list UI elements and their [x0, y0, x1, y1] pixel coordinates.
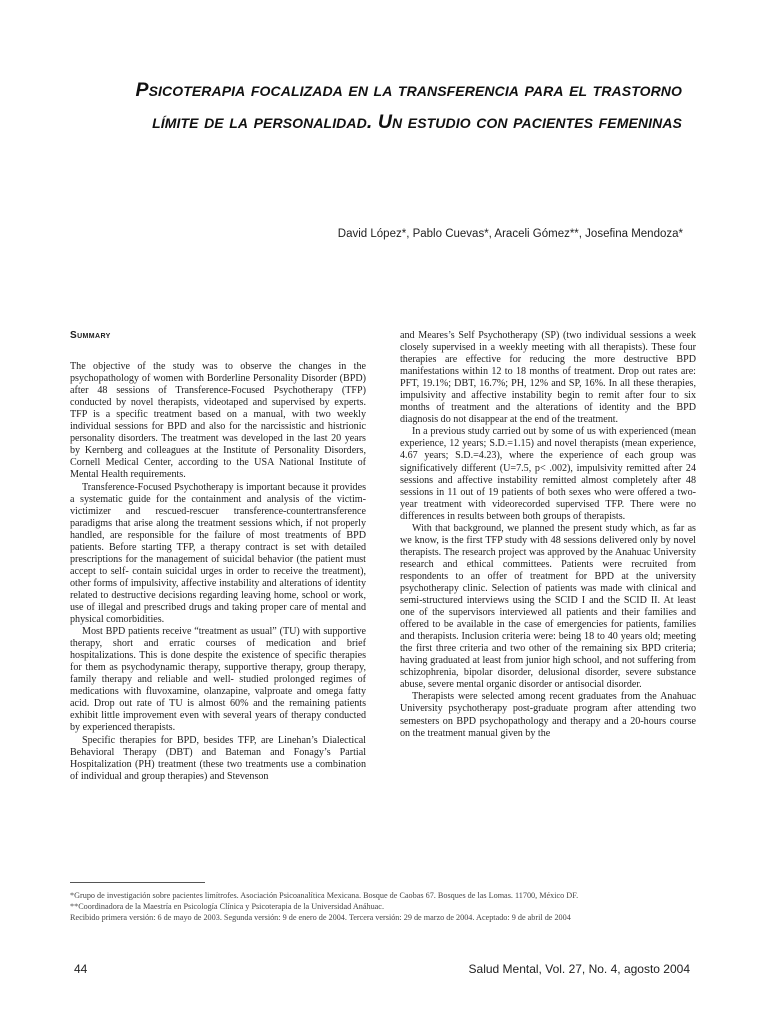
- body-paragraph: In a previous study carried out by some of us with experienced (mean experience, 12 years; S.D.=1.15) and novel therapists (mean experience, 4.67 years; S.D.=4.23), where the experience of each group was significatively different (U=7.5, p< .002), impulsivity remitted after 24 sessions and affective instability remitted almost completely after 48 sessions in 11 out of 19 patients of both sexes who were offered a two-year treatment with videorecorded supervised TFP. There were no differences in results between both groups of therapists.: [400, 426, 696, 522]
- body-paragraph: Specific therapies for BPD, besides TFP, are Linehan’s Dialectical Behavioral Therapy (DBT) and Bateman and Fonagy’s Partial Hospitalization (PH) treatment (these two treatments use a combination of individual and group therapies) and Stevenson: [70, 734, 366, 782]
- footnote-received-dates: Recibido primera versión: 6 de mayo de 2003. Segunda versión: 9 de enero de 2004. Tercera versión: 29 de marzo de 2004. Aceptado: 9 de abril de 2004: [70, 913, 571, 922]
- body-paragraph: The objective of the study was to observe the changes in the psychopathology of women with Borderline Personality Disorder (BPD) after 48 sessions of Transference-Focused Psychotherapy (TFP) conducted by novel therapists, videotaped and supervised by experts. TFP is a specific treatment based on a manual, with two weekly individual sessions for BPD and also for the narcissistic and histrionic personality disorders. The treatment was developed in the last 20 years by Kernberg and colleagues at the Institute of Personality Disorders, Cornell Medical Center, according to the USA National Institute of Mental Health requirements.: [70, 361, 366, 481]
- summary-heading: Summary: [70, 330, 111, 341]
- body-paragraph: Most BPD patients receive “treatment as usual” (TU) with supportive therapy, short and erratic courses of medication and brief hospitalizations. This is done despite the existence of specific therapies for them as psychodynamic therapy, supportive therapy, group therapy, family therapy and reliable and well- studied prolonged regimes of medications with fluvoxamine, olanzapine, valproate and omega fatty acid. Drop out rate of TU is almost 60% and the remaining patients exhibit little improvement even with several years of therapy conducted by experienced therapists.: [70, 626, 366, 734]
- left-column: [70, 330, 366, 783]
- body-paragraph: and Meares’s Self Psychotherapy (SP) (two individual sessions a week closely supervised in a weekly meeting with all therapists). These four therapies are effective for reducing the more destructive BPD manifestations within 12 to 18 months of treatment. Drop out rates are: PFT, 19.1%; DBT, 16.7%; PH, 12% and SP, 16%. In all these therapies, impulsivity and affective instability begin to remit after four to six months of treatment and the alterations of identity and the BPD diagnosis do not disappear at the end of the treatment.: [400, 330, 696, 426]
- body-paragraph: Transference-Focused Psychotherapy is important because it provides a systematic guide for the containment and analysis of the victim-victimizer and rescued-rescuer transference-countertransference paradigms that arise along the treatment sessions which, if not properly handled, are responsible for the failure of most treatments of BPD patients. Before starting TFP, a therapy contract is set with detailed prescriptions for the management of suicidal behavior (the patient must accept to self- contain suicidal urges in order to receive the treatment), other forms of impulsivity, affective instability and alterations of identity related to destructive decisions regarding leaving home, school or work, use of illegal and prescribed drugs and taking proper care of mental and physical comorbidities.: [70, 481, 366, 626]
- article-title: Psicoterapia focalizada en la transferencia para el trastorno límite de la personalidad. Un estudio con pacientes femeninas: [135, 79, 682, 133]
- author-list: David López*, Pablo Cuevas*, Araceli Gómez**, Josefina Mendoza*: [337, 228, 683, 240]
- body-paragraph: Therapists were selected among recent graduates from the Anahuac University psychotherapy post-graduate program after attending two semesters on BPD psychopathology and therapy and a 20-hours course on the treatment manual given by the: [400, 691, 696, 739]
- footnotes: [70, 890, 688, 923]
- journal-citation: Salud Mental, Vol. 27, No. 4, agosto 2004: [468, 962, 690, 976]
- footnote-divider: [70, 882, 205, 883]
- footnote-affiliation-2: **Coordinadora de la Maestría en Psicología Clínica y Psicoterapia de la Universidad Anáhuac.: [70, 902, 384, 911]
- page-number: 44: [74, 962, 88, 976]
- footnote-affiliation-1: *Grupo de investigación sobre pacientes limítrofes. Asociación Psicoanalítica Mexicana. Bosque de Caobas 67. Bosques de las Lomas. 11700, México DF.: [70, 891, 579, 900]
- right-column: [400, 330, 696, 740]
- body-paragraph: With that background, we planned the present study which, as far as we know, is the first TFP study with 48 sessions delivered only by novel therapists. The research project was approved by the Anahuac University research and ethical committees. Patients were recruited from respondents to an offer of treatment for BPD at the university psychotherapy clinic. Selection of patients was made with clinical and semi-structured interviews using the SCID I and the SCID II. At least one of the supervisors interviewed all patients and their families and offered to be available in the case of emergencies for patients, families and therapists. Inclusion criteria were: being 18 to 40 years old; meeting the first three criteria and two other of the remaining six BPD criteria; having graduated at least from junior high school, and not suffering from schizophrenia, bipolar disorder, delusional disorder, severe substance abuse, severe mental organic disorder or antisocial disorder.: [400, 522, 696, 691]
